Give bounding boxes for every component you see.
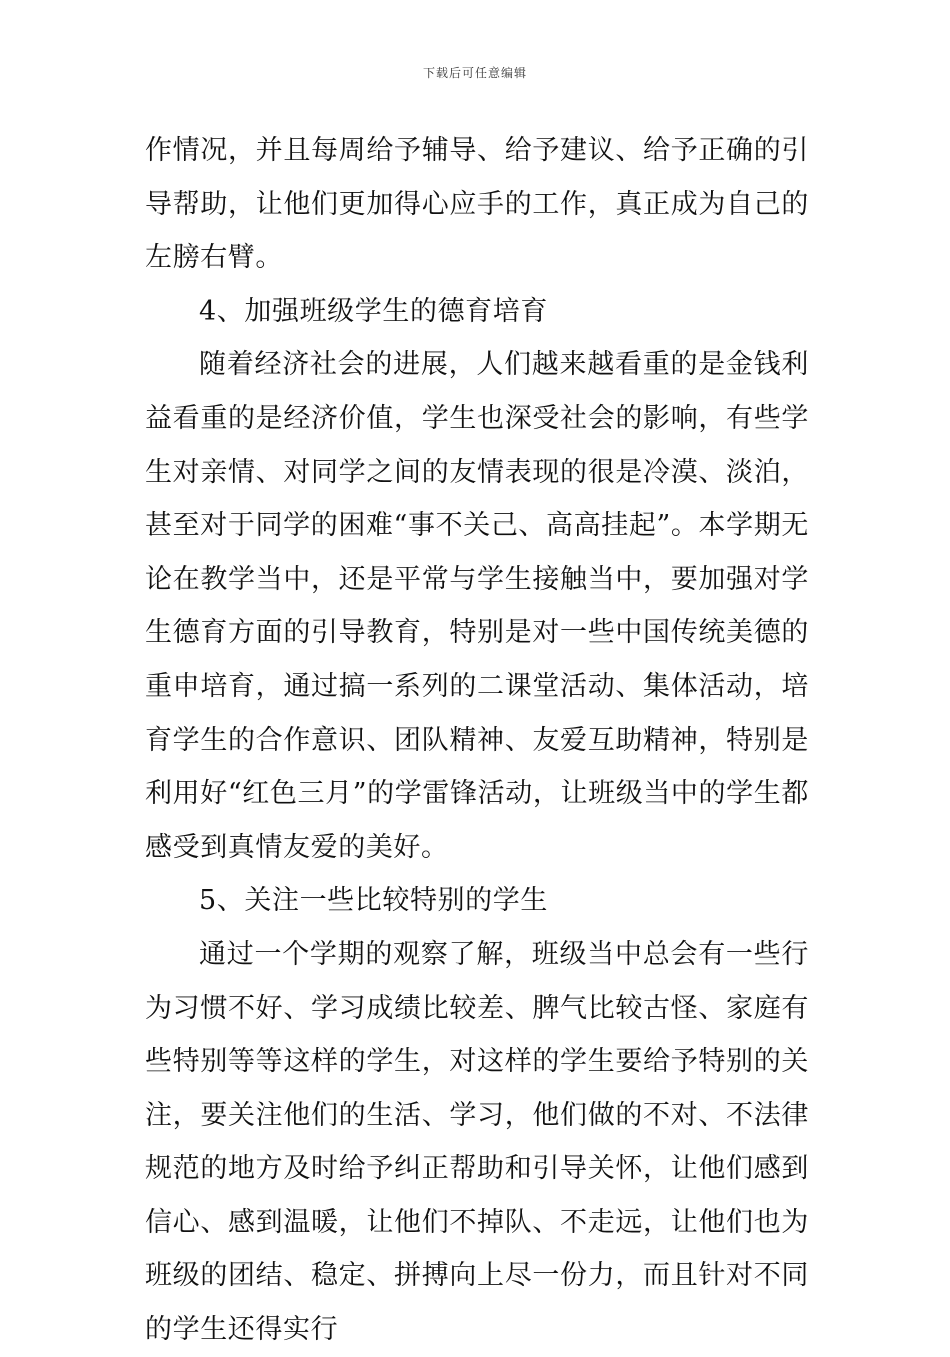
document-body	[145, 124, 809, 1357]
page-header: 下载后可任意编辑	[422, 66, 527, 80]
section-heading-5: 5、关注一些比较特别的学生	[199, 885, 548, 917]
paragraph-moral-education: 随着经济社会的进展，人们越来越看重的是金钱利益看重的是经济价值，学生也深受社会的影响，有些学生对亲情、对同学之间的友情表现的很是冷漠、淡泊，甚至对于同学的困难“事不关己、高高挂起”。本学期无论在教学当中，还是平常与学生接触当中，要加强对学生德育方面的引导教育，特别是对一些中国传统美德的重申培育，通过搞一系列的二课堂活动、集体活动，培育学生的合作意识、团队精神、友爱互助精神，特别是利用好“红色三月”的学雷锋活动，让班级当中的学生都感受到真情友爱的美好。	[145, 349, 809, 863]
section-heading-4: 4、加强班级学生的德育培育	[199, 295, 548, 327]
paragraph-continuation: 作情况，并且每周给予辅导、给予建议、给予正确的引导帮助，让他们更加得心应手的工作，真正成为自己的左膀右臂。	[145, 135, 809, 274]
paragraph-special-students: 通过一个学期的观察了解，班级当中总会有一些行为习惯不好、学习成绩比较差、脾气比较古怪、家庭有些特别等等这样的学生，对这样的学生要给予特别的关注，要关注他们的生活、学习，他们做的不对、不法律规范的地方及时给予纠正帮助和引导关怀，让他们感到信心、感到温暖，让他们不掉队、不走远，让他们也为班级的团结、稳定、拼搏向上尽一份力，而且针对不同的学生还得实行	[145, 938, 809, 1346]
